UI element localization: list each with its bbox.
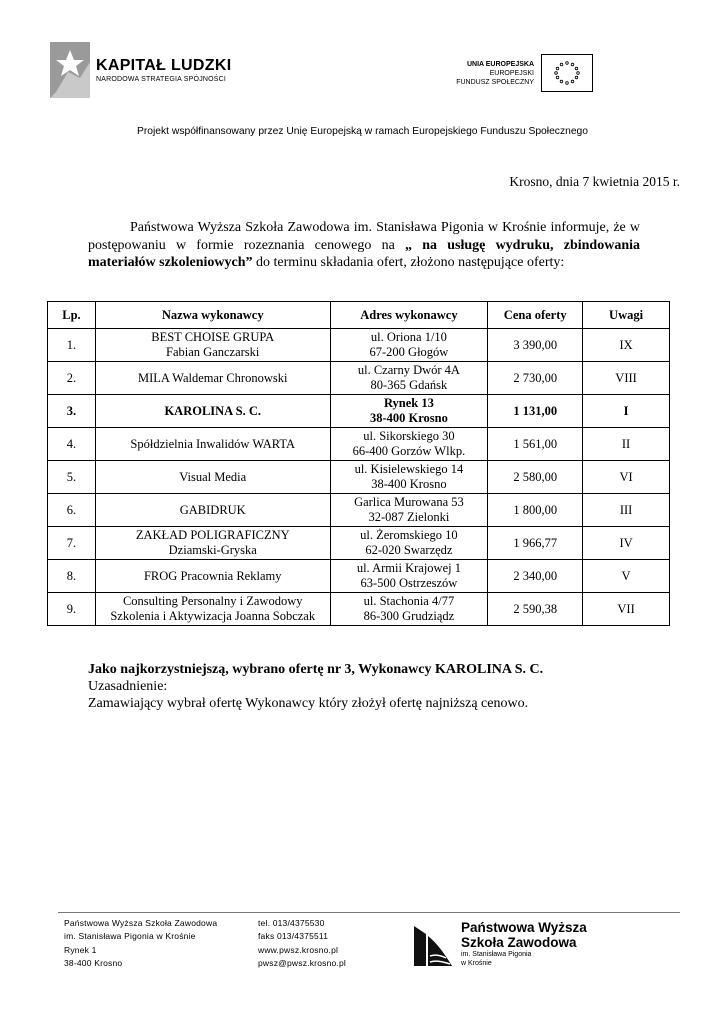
cell-name xyxy=(95,362,330,395)
cell-price-line: 1 966,77 xyxy=(513,535,558,550)
cell-notes-line: IV xyxy=(619,535,633,550)
selected-offer: Jako najkorzystniejszą, wybrano ofertę nr 3, Wykonawcy KAROLINA S. C. xyxy=(88,662,544,677)
pwsz-brand-line-1: Państwowa Wyższa xyxy=(461,920,587,935)
footer-address-line: im. Stanisława Pigonia w Krośnie xyxy=(64,931,196,942)
cell-notes-line: VI xyxy=(619,469,633,484)
cell-lp-line: 1. xyxy=(66,337,77,352)
cell-name xyxy=(95,527,330,560)
kapital-ludzki-subtitle: NARODOWA STRATEGIA SPÓJNOŚCI xyxy=(96,76,227,83)
table-row xyxy=(48,461,670,494)
cell-price-line: 2 590,38 xyxy=(513,601,558,616)
cell-lp xyxy=(48,428,96,461)
cell-notes-line: I xyxy=(623,403,629,418)
cell-lp xyxy=(48,395,96,428)
intro-subject: „ na usługę wydruku, zbindowania materiałów szkoleniowych” xyxy=(88,237,640,270)
justification-label: Uzasadnienie: xyxy=(88,679,168,694)
project-cofinancing-note: Projekt współfinansowany przez Unię Europejską w ramach Europejskiego Funduszu Społecznego xyxy=(136,126,589,137)
cell-price-line: 1 561,00 xyxy=(513,436,558,451)
cell-lp-line: 4. xyxy=(66,436,77,451)
intro-text-2: do terminu składania ofert, złożono następujące oferty: xyxy=(252,255,565,270)
cell-lp-line: 3. xyxy=(66,403,77,418)
cell-address xyxy=(330,461,488,494)
ue-line-2: EUROPEJSKI xyxy=(489,70,534,77)
cell-price xyxy=(488,395,583,428)
justification-text: Zamawiający wybrał ofertę Wykonawcy który złożył ofertę najniższą cenowo. xyxy=(88,696,529,711)
cell-price xyxy=(488,362,583,395)
table-row xyxy=(48,428,670,461)
eu-flag-icon xyxy=(541,54,593,92)
pwsz-brand-name xyxy=(461,921,587,950)
result-section xyxy=(88,661,648,712)
cell-notes xyxy=(583,329,670,362)
cell-lp-line: 7. xyxy=(66,535,77,550)
footer-address-line: 38-400 Krosno xyxy=(64,957,123,968)
cell-notes xyxy=(583,395,670,428)
cell-lp xyxy=(48,362,96,395)
cell-name-line: GABIDRUK xyxy=(179,502,246,517)
cell-address-line: ul. Żeromskiego 10 xyxy=(360,528,458,542)
cell-name-line: KAROLINA S. C. xyxy=(164,403,261,418)
cell-address-line: 63-500 Ostrzeszów xyxy=(360,576,458,590)
cell-price-line: 2 340,00 xyxy=(513,568,558,583)
cell-lp xyxy=(48,593,96,626)
intro-text-1: Państwowa Wyższa Szkoła Zawodowa im. Stanisława Pigonia w Krośnie informuje, że w postępowaniu w formie rozeznania cenowego na xyxy=(88,220,640,253)
cell-address-line: ul. Kisielewskiego 14 xyxy=(354,462,464,476)
cell-name-line: BEST CHOISE GRUPA xyxy=(151,330,275,344)
col-header-lp: Lp. xyxy=(48,302,96,329)
cell-address-line: Rynek 13 xyxy=(383,396,434,410)
col-header-name: Nazwa wykonawcy xyxy=(95,302,330,329)
ue-line-3: FUNDUSZ SPOŁECZNY xyxy=(456,79,534,86)
ue-line-1: UNIA EUROPEJSKA xyxy=(466,61,534,68)
cell-name xyxy=(95,494,330,527)
cell-address xyxy=(330,362,488,395)
cell-address xyxy=(330,494,488,527)
pwsz-brand-line-4: w Krośnie xyxy=(461,959,492,967)
cell-name-line: Consulting Personalny i Zawodowy xyxy=(122,594,303,608)
cell-name xyxy=(95,428,330,461)
footer-phone: tel. 013/4375530 xyxy=(258,918,325,928)
intro-paragraph xyxy=(88,219,640,272)
footer-address-line: Rynek 1 xyxy=(64,944,97,955)
cell-address xyxy=(330,329,488,362)
cell-price xyxy=(488,461,583,494)
cell-lp-line: 5. xyxy=(66,469,77,484)
cell-address-line: 38-400 Krosno xyxy=(371,477,447,491)
footer-fax: faks 013/4375511 xyxy=(258,931,329,942)
cell-notes-line: IX xyxy=(619,337,633,352)
ue-label xyxy=(440,60,534,87)
cell-name-line: Spółdzielnia Inwalidów WARTA xyxy=(130,436,296,451)
cell-address-line: Garlica Murowana 53 xyxy=(354,495,464,509)
cell-address xyxy=(330,593,488,626)
cell-name xyxy=(95,395,330,428)
cell-address xyxy=(330,527,488,560)
cell-name-line: Szkolenia i Aktywizacja Joanna Sobczak xyxy=(110,609,316,623)
table-header-row xyxy=(48,302,670,329)
cell-notes-line: II xyxy=(621,436,631,451)
cell-notes xyxy=(583,362,670,395)
table-row xyxy=(48,395,670,428)
cell-lp xyxy=(48,560,96,593)
table-row xyxy=(48,494,670,527)
cell-name xyxy=(95,329,330,362)
cell-price-line: 2 580,00 xyxy=(513,469,558,484)
cell-address-line: 62-020 Swarzędz xyxy=(365,543,453,557)
table-row xyxy=(48,527,670,560)
cell-price xyxy=(488,428,583,461)
cell-name-line: ZAKŁAD POLIGRAFICZNY xyxy=(135,528,290,542)
document-date: Krosno, dnia 7 kwietnia 2015 r. xyxy=(509,174,680,189)
cell-address-line: 86-300 Grudziądz xyxy=(363,609,455,623)
cell-lp xyxy=(48,461,96,494)
cell-price-line: 2 730,00 xyxy=(513,370,558,385)
cell-address-line: ul. Stachonia 4/77 xyxy=(363,594,455,608)
cell-address xyxy=(330,395,488,428)
cell-name-line: MILA Waldemar Chronowski xyxy=(138,370,288,385)
cell-lp-line: 6. xyxy=(66,502,77,517)
cell-address-line: 66-400 Gorzów Wlkp. xyxy=(352,444,466,458)
table-row xyxy=(48,329,670,362)
cell-name-line: Dziamski-Gryska xyxy=(168,543,257,557)
footer-divider xyxy=(58,912,680,913)
cell-address-line: 80-365 Gdańsk xyxy=(370,378,448,392)
cell-name-line: FROG Pracownia Reklamy xyxy=(143,568,282,583)
col-header-notes: Uwagi xyxy=(583,302,670,329)
cell-notes xyxy=(583,593,670,626)
cell-address-line: 32-087 Zielonki xyxy=(368,510,450,524)
cell-notes xyxy=(583,461,670,494)
cell-name-line: Visual Media xyxy=(179,469,247,484)
offers-table xyxy=(47,301,670,626)
footer-website-link[interactable]: www.pwsz.krosno.pl xyxy=(258,944,339,955)
cell-lp xyxy=(48,527,96,560)
cell-price xyxy=(488,329,583,362)
cell-notes-line: VIII xyxy=(615,370,637,385)
kapital-ludzki-title: KAPITAŁ LUDZKI xyxy=(96,57,232,74)
cell-lp-line: 9. xyxy=(66,601,77,616)
cell-address-line: ul. Sikorskiego 30 xyxy=(363,429,455,443)
cell-name xyxy=(95,560,330,593)
cell-address xyxy=(330,560,488,593)
cell-address-line: ul. Oriona 1/10 xyxy=(370,330,447,344)
cell-address-line: ul. Armii Krajowej 1 xyxy=(356,561,461,575)
cell-address xyxy=(330,428,488,461)
cell-notes-line: V xyxy=(621,568,631,583)
footer-address-line: Państwowa Wyższa Szkoła Zawodowa xyxy=(64,918,218,928)
cell-lp-line: 2. xyxy=(66,370,77,385)
footer-contact xyxy=(258,917,346,970)
cell-address-line: ul. Czarny Dwór 4A xyxy=(357,363,460,377)
table-row xyxy=(48,593,670,626)
cell-price xyxy=(488,527,583,560)
cell-price-line: 1 131,00 xyxy=(513,403,558,418)
cell-name xyxy=(95,593,330,626)
cell-notes xyxy=(583,494,670,527)
cell-price xyxy=(488,593,583,626)
footer-email-link[interactable]: pwsz@pwsz.krosno.pl xyxy=(258,957,347,968)
table-row xyxy=(48,362,670,395)
pwsz-logo-icon xyxy=(408,922,456,970)
cell-price-line: 3 390,00 xyxy=(513,337,558,352)
cell-notes xyxy=(583,527,670,560)
cell-notes-line: III xyxy=(619,502,633,517)
pwsz-brand-line-3: im. Stanisława Pigonia xyxy=(461,951,532,958)
col-header-address: Adres wykonawcy xyxy=(330,302,488,329)
cell-lp xyxy=(48,329,96,362)
cell-price xyxy=(488,560,583,593)
cell-address-line: 38-400 Krosno xyxy=(369,411,448,425)
table-row xyxy=(48,560,670,593)
cell-address-line: 67-200 Głogów xyxy=(369,345,449,359)
cell-lp xyxy=(48,494,96,527)
col-header-price: Cena oferty xyxy=(488,302,583,329)
footer-address xyxy=(64,917,217,970)
cell-name xyxy=(95,461,330,494)
cell-name-line: Fabian Ganczarski xyxy=(166,345,260,359)
cell-notes xyxy=(583,428,670,461)
cell-lp-line: 8. xyxy=(66,568,77,583)
cell-notes xyxy=(583,560,670,593)
cell-price-line: 1 800,00 xyxy=(513,502,558,517)
cell-price xyxy=(488,494,583,527)
cell-notes-line: VII xyxy=(617,601,635,616)
pwsz-brand-subtitle xyxy=(461,951,531,968)
pwsz-brand-line-2: Szkoła Zawodowa xyxy=(461,934,577,950)
